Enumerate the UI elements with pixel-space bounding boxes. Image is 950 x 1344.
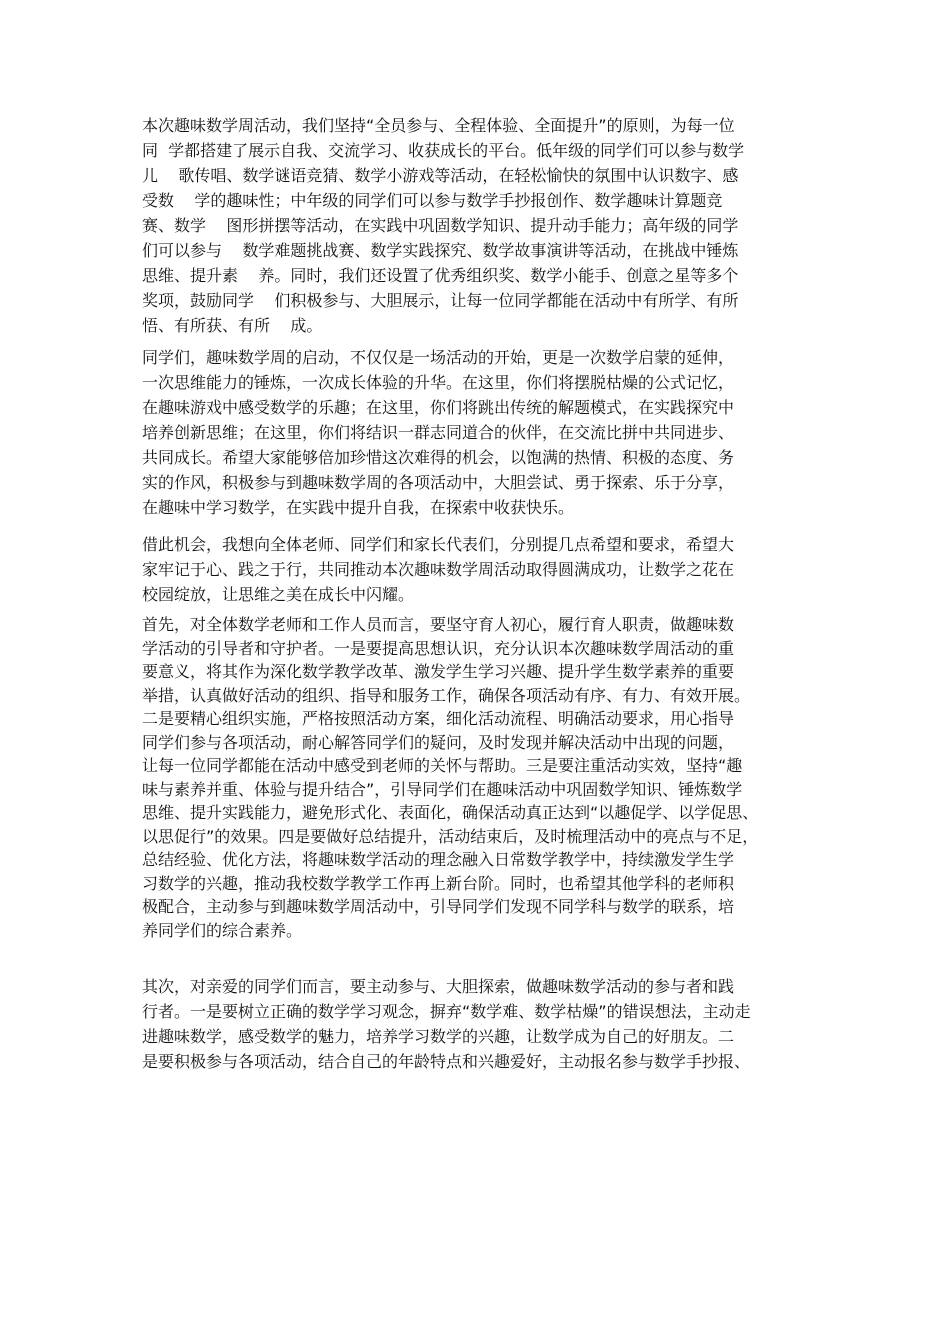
paragraph-students-message bbox=[142, 345, 822, 520]
text-line: 学活动的引导者和守护者。一是要提高思想认识，充分认识本次趣味数学周活动的重 bbox=[142, 638, 735, 658]
text-line: 奖项，鼓励同学 们积极参与、大胆展示，让每一位同学都能在活动中有所学、有所 bbox=[142, 291, 739, 310]
text-line: 培养创新思维；在这里，你们将结识一群志同道合的伙伴，在交流比拼中共同进步、 bbox=[142, 423, 735, 442]
text-line: 儿 歌传唱、数学谜语竞猜、数学小游戏等活动，在轻松愉快的氛围中认识数字、感 bbox=[142, 166, 739, 185]
text-line: 味与素养并重、体验与提升结合”，引导同学们在趣味活动中巩固数学知识、锤炼数学 bbox=[142, 779, 743, 799]
text-line: 二是要精心组织实施，严格按照活动方案，细化活动流程、明确活动要求，用心指导 bbox=[142, 709, 735, 728]
text-line: 总结经验、优化方法，将趣味数学活动的理念融入日常数学教学中，持续激发学生学 bbox=[142, 850, 735, 869]
text-line: 借此机会，我想向全体老师、同学们和家长代表们，分别提几点希望和要求，希望大 bbox=[142, 535, 735, 554]
text-line: 校园绽放，让思维之美在成长中闪耀。 bbox=[142, 585, 415, 604]
text-line: 赛、数学 图形拼摆等活动，在实践中巩固数学知识、提升动手能力；高年级的同学 bbox=[142, 216, 739, 235]
text-line: 举措，认真做好活动的组织、指导和服务工作，确保各项活动有序、有力、有效开展。 bbox=[142, 685, 751, 705]
text-line: 极配合，主动参与到趣味数学周活动中，引导同学们发现不同学科与数学的联系，培 bbox=[142, 897, 735, 916]
text-line: 在趣味中学习数学，在实践中提升自我，在探索中收获快乐。 bbox=[142, 498, 575, 517]
text-line: 受数 学的趣味性；中年级的同学们可以参与数学手抄报创作、数学趣味计算题竞 bbox=[142, 191, 723, 210]
text-line: 家牢记于心、践之于行，共同推动本次趣味数学周活动取得圆满成功，让数学之花在 bbox=[142, 560, 735, 579]
paragraph-students-requirements bbox=[142, 974, 822, 1074]
text-line: 同学们，趣味数学周的启动，不仅仅是一场活动的开始，更是一次数学启蒙的延伸， bbox=[142, 348, 735, 367]
text-line: 以思促行”的效果。四是要做好总结提升，活动结束后，及时梳理活动中的亮点与不足， bbox=[142, 826, 759, 846]
text-line: 其次，对亲爱的同学们而言，要主动参与、大胆探索，做趣味数学活动的参与者和践 bbox=[142, 977, 735, 996]
text-line: 同学们参与各项活动，耐心解答同学们的疑问，及时发现并解决活动中出现的问题， bbox=[142, 732, 735, 752]
text-line: 思维、提升素 养。同时，我们还设置了优秀组织奖、数学小能手、创意之星等多个 bbox=[142, 266, 739, 285]
text-line: 进趣味数学，感受数学的魅力，培养学习数学的兴趣，让数学成为自己的好朋友。二 bbox=[142, 1027, 735, 1046]
text-line: 让每一位同学都能在活动中感受到老师的关怀与帮助。三是要注重活动实效，坚持“趣 bbox=[142, 756, 743, 775]
text-line: 同 学都搭建了展示自我、交流学习、收获成长的平台。低年级的同学们可以参与数学 bbox=[142, 141, 745, 160]
text-line: 共同成长。希望大家能够倍加珍惜这次难得的机会，以饱满的热情、积极的态度、务 bbox=[142, 448, 735, 467]
paragraph-activity-overview bbox=[142, 113, 822, 338]
text-line: 首先，对全体数学老师和工作人员而言，要坚守育人初心，履行育人职责，做趣味数 bbox=[142, 615, 735, 634]
text-line: 一次思维能力的锤炼，一次成长体验的升华。在这里，你们将摆脱枯燥的公式记忆， bbox=[142, 373, 735, 392]
text-line: 实的作风，积极参与到趣味数学周的各项活动中，大胆尝试、勇于探索、乐于分享， bbox=[142, 473, 735, 492]
text-line: 要意义，将其作为深化数学教学改革、激发学生学习兴趣、提升学生数学素养的重要 bbox=[142, 662, 735, 681]
text-line: 本次趣味数学周活动，我们坚持“全员参与、全程体验、全面提升”的原则，为每一位 bbox=[142, 116, 735, 135]
paragraph-teachers-requirements bbox=[142, 613, 822, 942]
text-line: 养同学们的综合素养。 bbox=[142, 920, 303, 940]
text-line: 在趣味游戏中感受数学的乐趣；在这里，你们将跳出传统的解题模式，在实践探究中 bbox=[142, 398, 735, 417]
text-line: 思维、提升实践能力，避免形式化、表面化，确保活动真正达到“以趣促学、以学促思、 bbox=[142, 803, 759, 822]
text-line: 是要积极参与各项活动，结合自己的年龄特点和兴趣爱好，主动报名参与数学手抄报、 bbox=[142, 1052, 751, 1071]
text-line: 悟、有所获、有所 成。 bbox=[142, 316, 323, 335]
text-line: 们可以参与 数学难题挑战赛、数学实践探究、数学故事演讲等活动，在挑战中锤炼 bbox=[142, 241, 739, 260]
text-line: 习数学的兴趣，推动我校数学教学工作再上新台阶。同时，也希望其他学科的老师积 bbox=[142, 873, 735, 893]
paragraph-expectations-intro bbox=[142, 532, 822, 607]
text-line: 行者。一是要树立正确的数学学习观念，摒弃“数学难、数学枯燥”的错误想法，主动走 bbox=[142, 1002, 751, 1021]
